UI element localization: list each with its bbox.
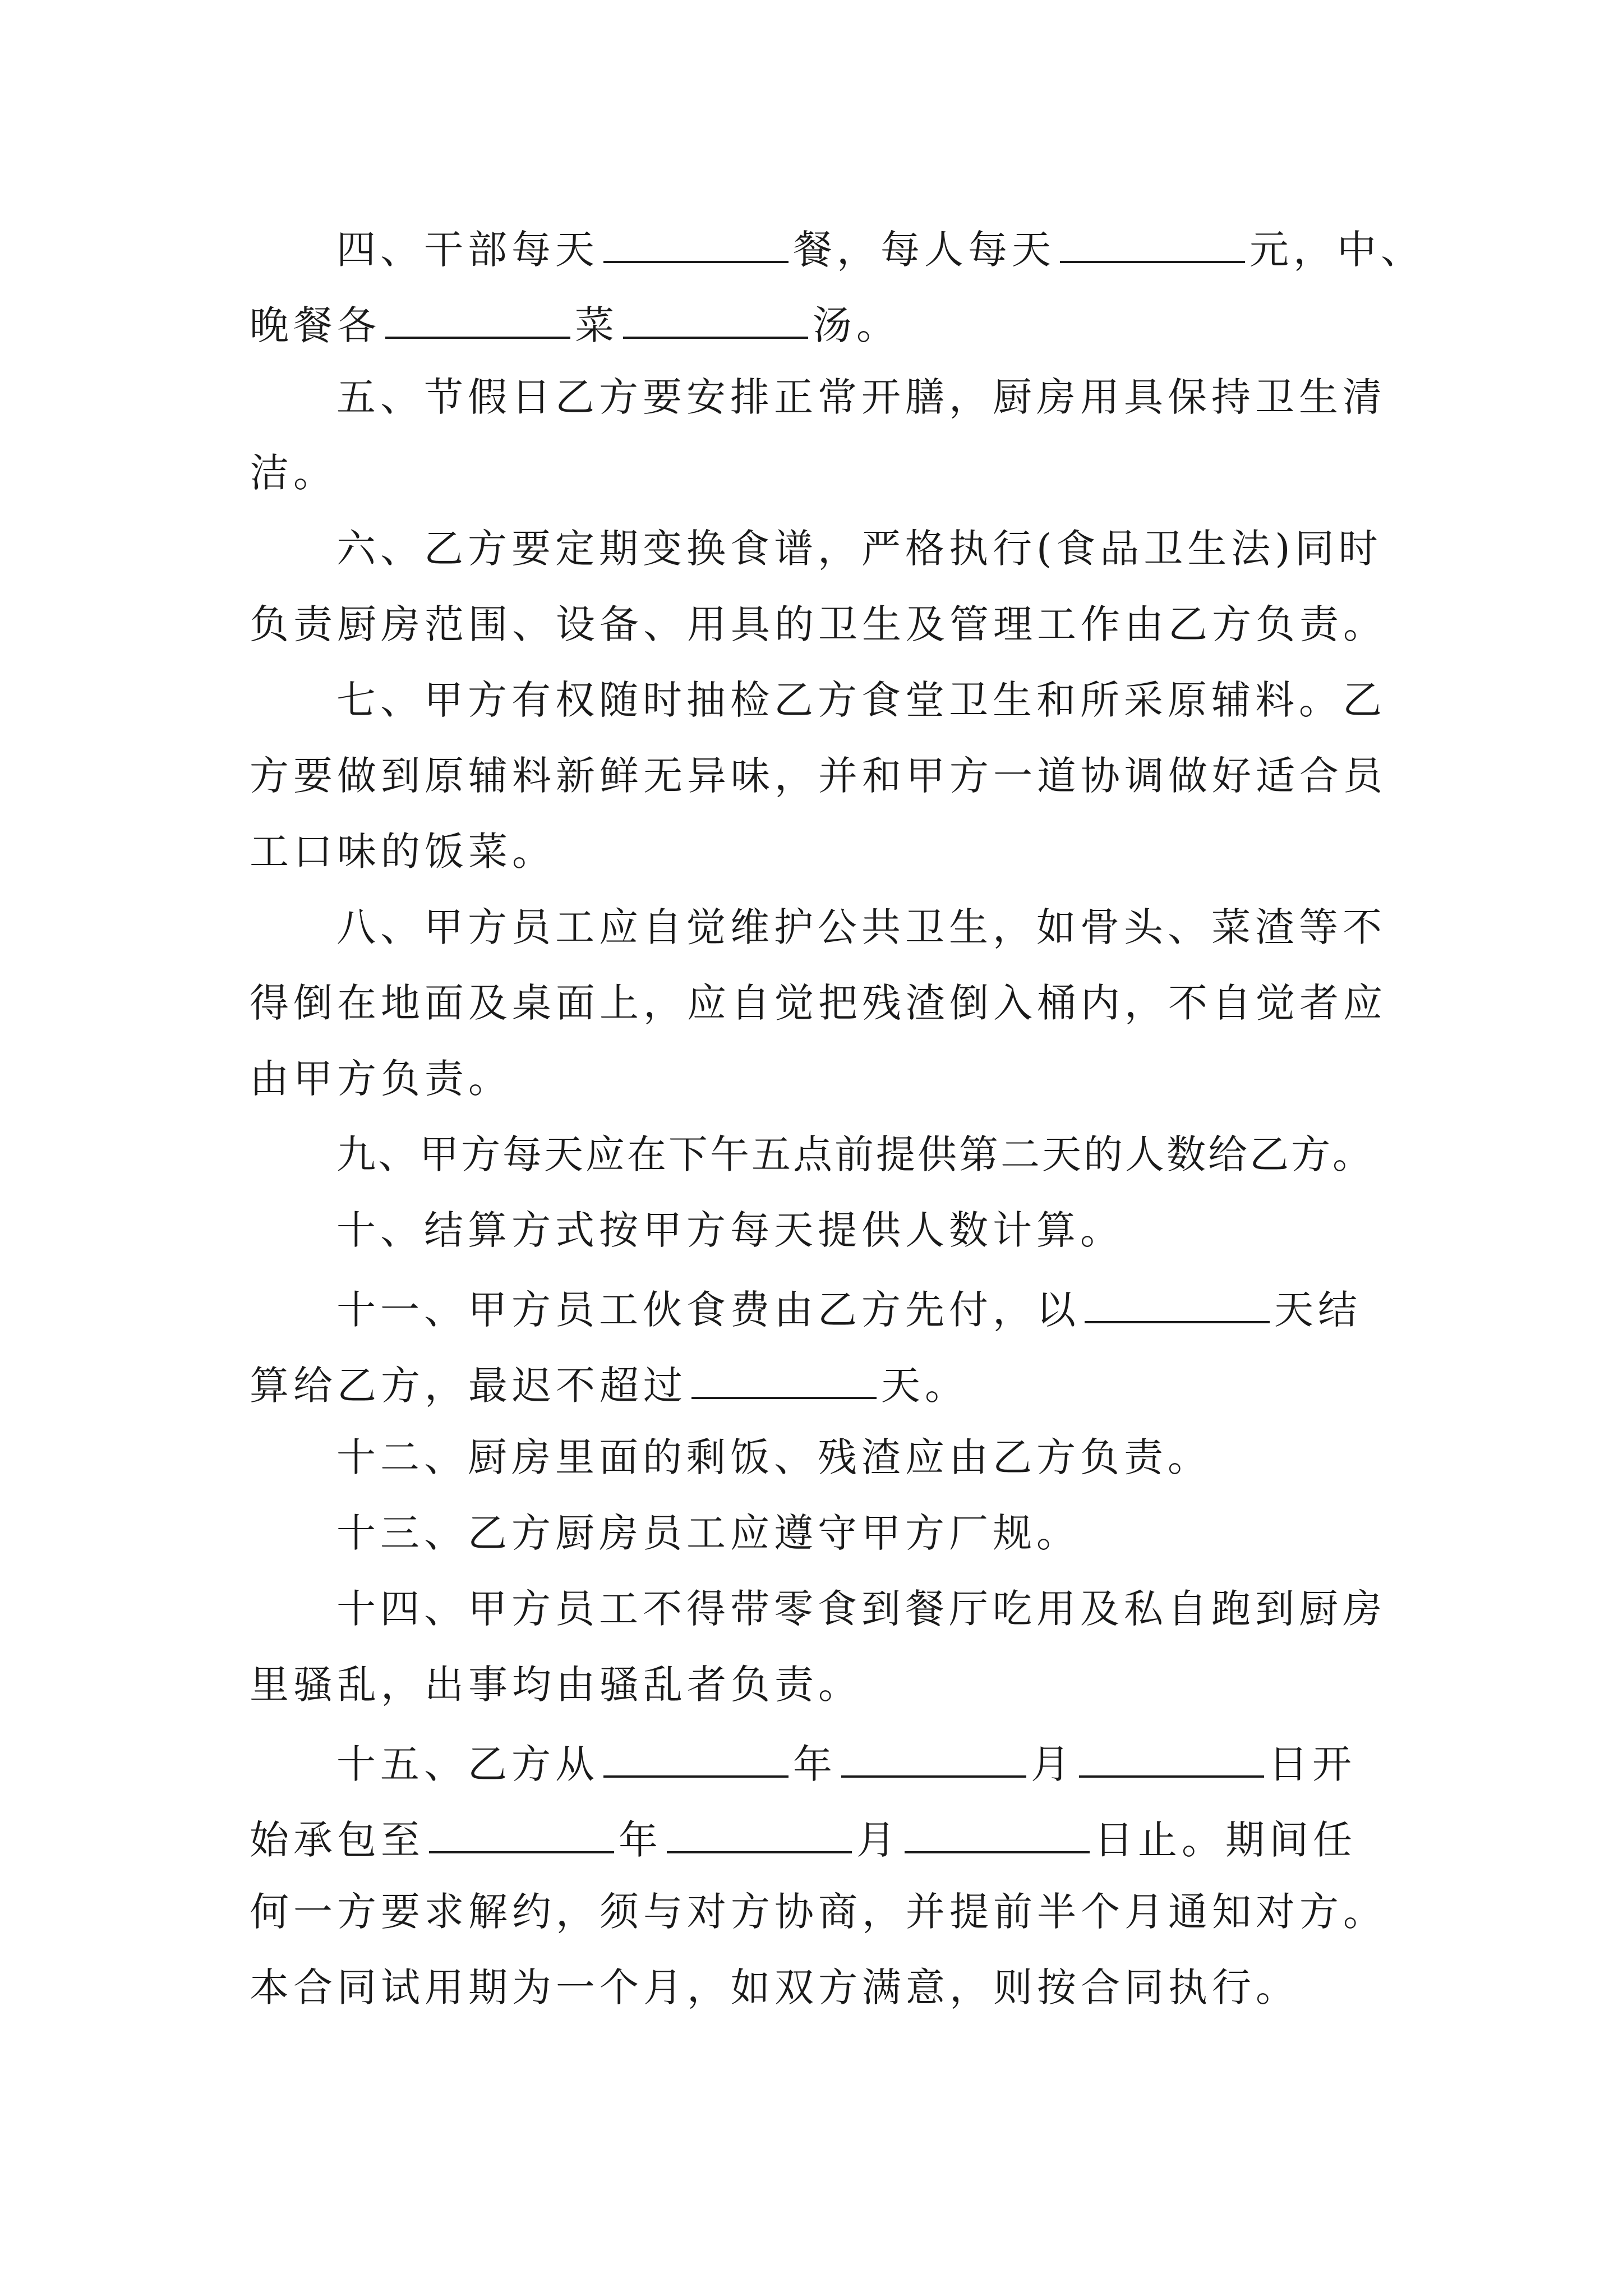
text-segment: 餐，每人每天 — [793, 227, 1055, 273]
text-segment: 日开 — [1269, 1741, 1356, 1787]
text-segment: 十五、乙方从 — [336, 1741, 599, 1787]
clause-7-line-3: 工口味的饭菜。 — [250, 829, 556, 875]
fill-in-blank — [841, 1741, 1026, 1778]
clause-15-line-3: 何一方要求解约，须与对方协商，并提前半个月通知对方。 — [250, 1889, 1387, 1935]
clause-4-line-2 — [250, 302, 900, 348]
fill-in-blank — [429, 1816, 614, 1853]
text-segment: 年 — [619, 1817, 662, 1863]
text-segment: 四、干部每天 — [336, 227, 599, 273]
clause-14-line-2: 里骚乱，出事均由骚乱者负责。 — [250, 1662, 862, 1708]
clause-11-line-2 — [250, 1362, 969, 1409]
fill-in-blank — [905, 1816, 1090, 1853]
clause-5-line-1: 五、节假日乙方要安排正常开膳，厨房用具保持卫生清 — [336, 374, 1386, 420]
text-segment: 元，中、 — [1249, 227, 1424, 273]
clause-15-line-1 — [336, 1741, 1356, 1787]
clause-7-line-1: 七、甲方有权随时抽检乙方食堂卫生和所采原辅料。乙 — [336, 677, 1386, 723]
clause-13: 十三、乙方厨房员工应遵守甲方厂规。 — [336, 1510, 1080, 1556]
clause-11-line-1 — [336, 1286, 1362, 1333]
fill-in-blank — [1085, 1286, 1270, 1323]
text-segment: 算给乙方，最迟不超过 — [250, 1363, 687, 1409]
text-segment: 月 — [856, 1817, 900, 1863]
clause-6-line-1: 六、乙方要定期变换食谱，严格执行(食品卫生法)同时 — [336, 526, 1382, 572]
fill-in-blank — [623, 302, 808, 339]
fill-in-blank — [1079, 1741, 1264, 1778]
fill-in-blank — [1060, 226, 1245, 263]
clause-14-line-1: 十四、甲方员工不得带零食到餐厅吃用及私自跑到厨房 — [336, 1586, 1386, 1632]
fill-in-blank — [603, 1741, 789, 1778]
text-segment: 始承包至 — [250, 1817, 425, 1863]
text-segment: 天。 — [881, 1363, 969, 1409]
fill-in-blank — [603, 226, 789, 263]
clause-10: 十、结算方式按甲方每天提供人数计算。 — [336, 1207, 1124, 1253]
clause-8-line-1: 八、甲方员工应自觉维护公共卫生，如骨头、菜渣等不 — [336, 904, 1386, 950]
clause-8-line-3: 由甲方负责。 — [250, 1056, 512, 1102]
text-segment: 十一、甲方员工伙食费由乙方先付，以 — [336, 1287, 1080, 1333]
clause-8-line-2: 得倒在地面及桌面上，应自觉把残渣倒入桶内，不自觉者应 — [250, 980, 1387, 1026]
fill-in-blank — [667, 1816, 852, 1853]
text-segment: 天结 — [1274, 1287, 1362, 1333]
clause-15-line-4: 本合同试用期为一个月，如双方满意，则按合同执行。 — [250, 1964, 1299, 2010]
text-segment: 晚餐各 — [250, 302, 381, 348]
clause-4-line-1 — [336, 226, 1424, 273]
text-segment: 日止。期间任 — [1094, 1817, 1357, 1863]
fill-in-blank — [385, 302, 570, 339]
clause-9: 九、甲方每天应在下午五点前提供第二天的人数给乙方。 — [336, 1131, 1374, 1177]
fill-in-blank — [691, 1362, 877, 1399]
clause-12: 十二、厨房里面的剩饭、残渣应由乙方负责。 — [336, 1434, 1211, 1480]
clause-7-line-2: 方要做到原辅料新鲜无异味，并和甲方一道协调做好适合员 — [250, 753, 1387, 799]
text-segment: 汤。 — [813, 302, 900, 348]
text-segment: 年 — [793, 1741, 837, 1787]
text-segment: 菜 — [575, 302, 619, 348]
clause-15-line-2 — [250, 1816, 1357, 1863]
text-segment: 月 — [1031, 1741, 1075, 1787]
clause-5-line-2: 洁。 — [250, 450, 337, 496]
clause-6-line-2: 负责厨房范围、设备、用具的卫生及管理工作由乙方负责。 — [250, 601, 1387, 647]
